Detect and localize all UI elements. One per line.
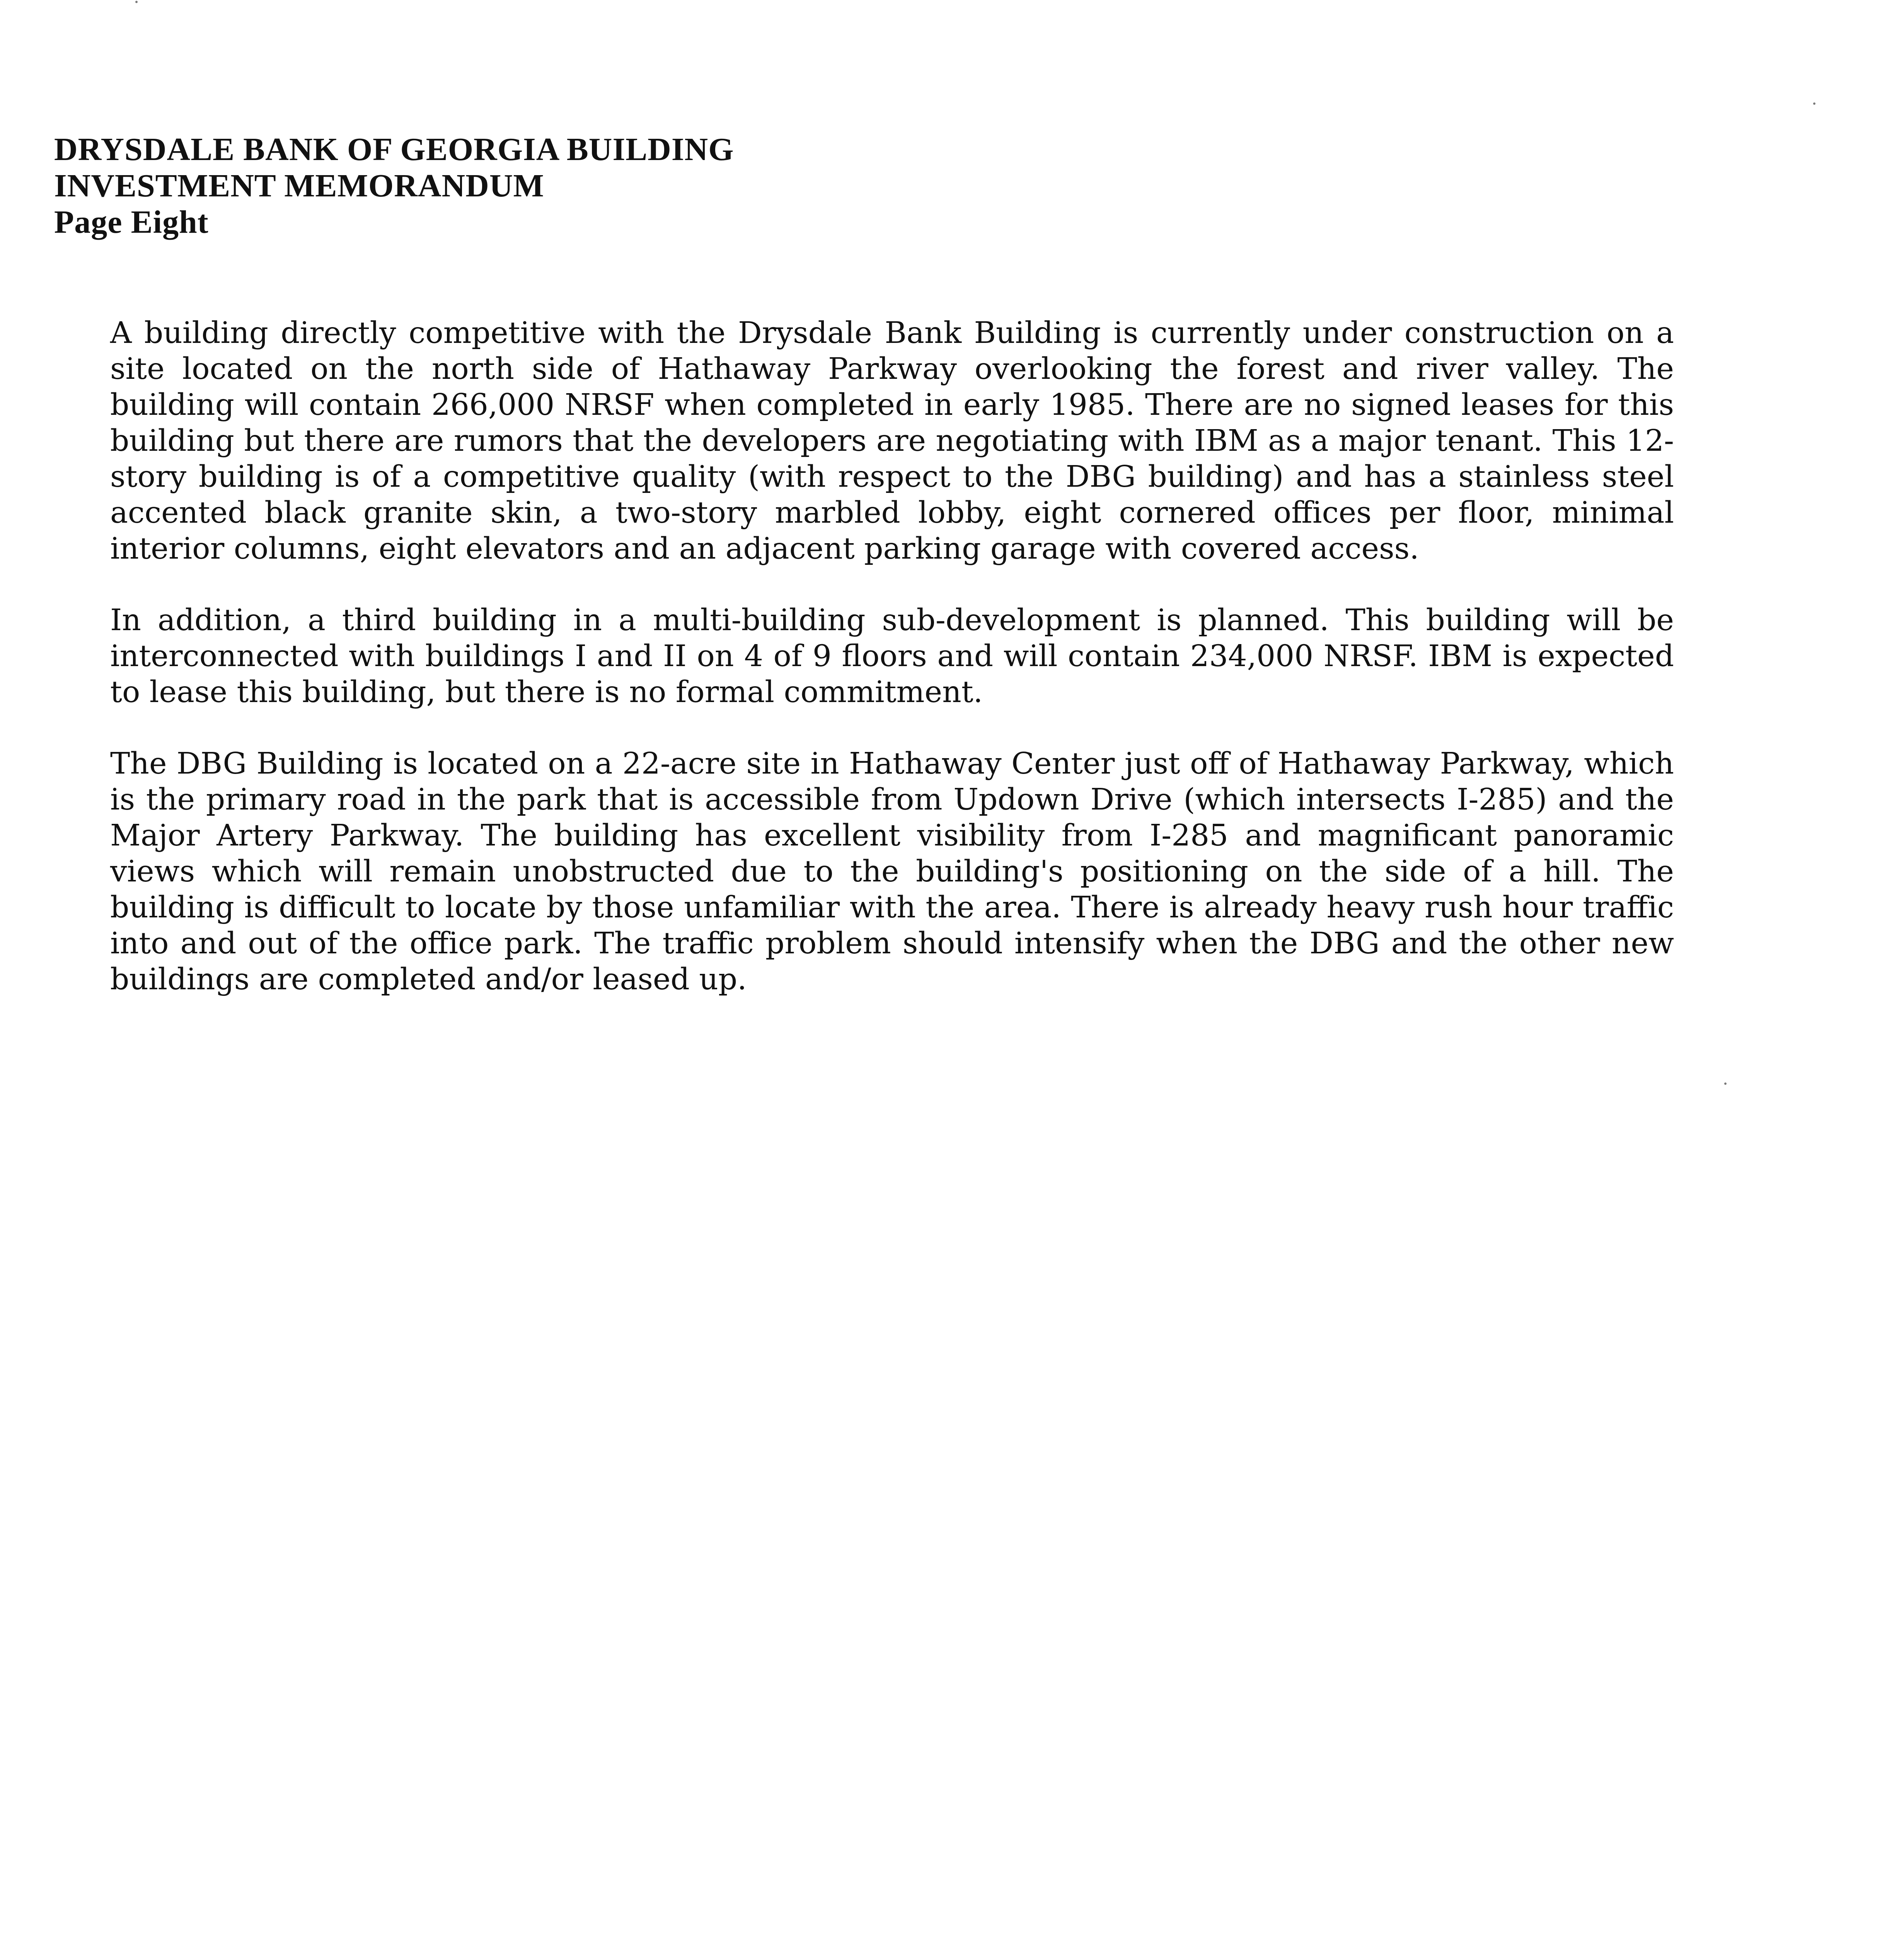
document-subtitle: INVESTMENT MEMORANDUM bbox=[54, 168, 544, 204]
scan-speck bbox=[1813, 102, 1815, 105]
paragraph-dbg-location: The DBG Building is located on a 22-acre site in Hathaway Center just off of Hathaway Parkway, which is the primary road in the park that is accessible from Updown Drive (which intersects I-285) and the Major Artery Parkway. The building has excellent visibility from I-285 and magnificant panoramic views which will remain unobstructed due to the building's positioning on the side of a hill. The building is difficult to locate by those unfamiliar with the area. There is already heavy rush hour traffic into and out of the office park. The traffic problem should intensify when the DBG and the other new buildings are completed and/or leased up. bbox=[110, 747, 1674, 997]
document-header bbox=[54, 131, 1059, 240]
scan-speck bbox=[135, 1, 138, 3]
page-label: Page Eight bbox=[54, 204, 209, 240]
document-body bbox=[110, 315, 1674, 997]
document-title: DRYSDALE BANK OF GEORGIA BUILDING bbox=[54, 131, 734, 167]
paragraph-competitive-building: A building directly competitive with the Drysdale Bank Building is currently under construction on a site located on the north side of Hathaway Parkway overlooking the forest and river valley. The building will contain 266,000 NRSF when completed in early 1985. There are no signed leases for this building but there are rumors that the developers are negotiating with IBM as a major tenant. This 12-story building is of a competitive quality (with respect to the DBG building) and has a stainless steel accented black granite skin, a two-story marbled lobby, eight cornered offices per floor, minimal interior columns, eight elevators and an adjacent parking garage with covered access. bbox=[110, 316, 1674, 566]
scan-speck bbox=[1724, 1082, 1727, 1085]
paragraph-third-building: In addition, a third building in a multi-building sub-development is planned. This building will be interconnected with buildings I and II on 4 of 9 floors and will contain 234,000 NRSF. IBM is expected to lease this building, but there is no formal commitment. bbox=[110, 603, 1674, 709]
